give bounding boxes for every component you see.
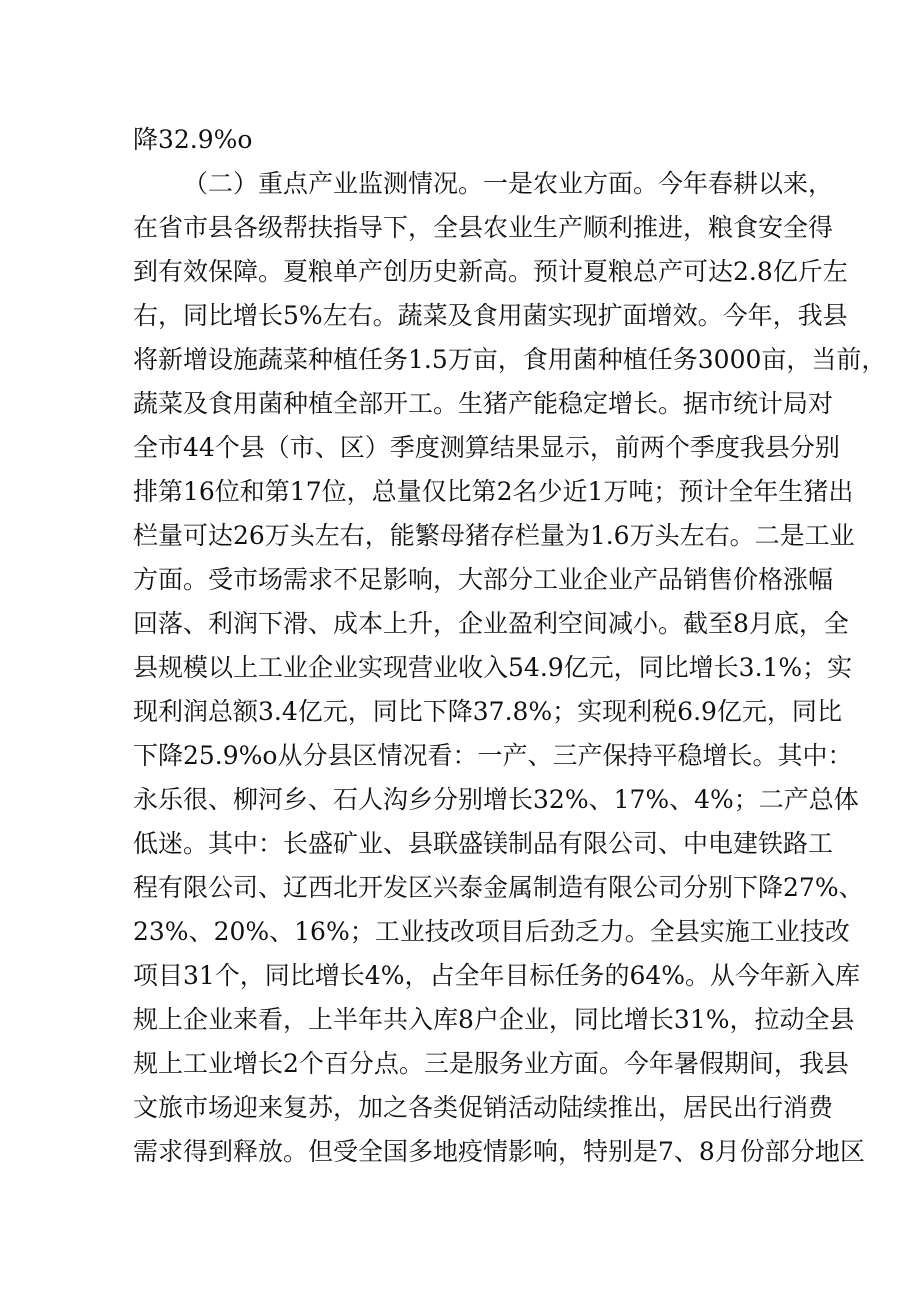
text-line: 到有效保障。夏粮单产创历史新高。预计夏粮总产可达2.8亿斤左: [133, 257, 848, 286]
text-line: 现利润总额3.4亿元，同比下降37.8%；实现利税6.9亿元，同比: [133, 697, 842, 726]
text-line: 规上工业增长2个百分点。三是服务业方面。今年暑假期间，我县: [133, 1049, 849, 1078]
body-text: [133, 118, 887, 1174]
text-line: 全市44个县（市、区）季度测算结果显示，前两个季度我县分别: [133, 433, 840, 462]
text-line: 右，同比增长5%左右。蔬菜及食用菌实现扩面增效。今年，我县: [133, 301, 848, 330]
text-line: 程有限公司、辽西北开发区兴泰金属制造有限公司分别下降27%、: [133, 873, 864, 902]
text-line: 县规模以上工业企业实现营业收入54.9亿元，同比增长3.1%；实: [133, 653, 853, 682]
text-line: 低迷。其中：长盛矿业、县联盛镁制品有限公司、中电建铁路工: [133, 829, 834, 858]
paragraph-start-line: （二）重点产业监测情况。一是农业方面。今年春耕以来，: [183, 169, 834, 198]
text-line: 23%、20%、16%；工业技改项目后劲乏力。全县实施工业技改: [133, 917, 850, 946]
text-line: 下降25.9%o从分县区情况看：一产、三产保持平稳增长。其中：: [133, 741, 853, 770]
text-line: 规上企业来看，上半年共入库8户企业，同比增长31%，拉动全县: [133, 1005, 855, 1034]
text-line: 回落、利润下滑、成本上升，企业盈利空间减小。截至8月底，全: [133, 609, 849, 638]
text-line: 蔬菜及食用菌种植全部开工。生猪产能稳定增长。据市统计局对: [133, 389, 834, 418]
text-line: 文旅市场迎来复苏，加之各类促销活动陆续推出，居民出行消费: [133, 1093, 834, 1122]
text-line: 降32.9%o: [133, 125, 253, 154]
text-line: 栏量可达26万头左右，能繁母猪存栏量为1.6万头左右。二是工业: [133, 521, 855, 550]
text-line: 需求得到释放。但受全国多地疫情影响，特别是7、8月份部分地区: [133, 1137, 865, 1166]
text-line: 在省市县各级帮扶指导下，全县农业生产顺利推进，粮食安全得: [133, 213, 834, 242]
text-line: 将新增设施蔬菜种植任务1.5万亩，食用菌种植任务3000亩，当前，: [133, 345, 887, 374]
text-line: 项目31个，同比增长4%，占全年目标任务的64%。从今年新入库: [133, 961, 861, 990]
text-line: 方面。受市场需求不足影响，大部分工业企业产品销售价格涨幅: [133, 565, 834, 594]
text-line: 永乐很、柳河乡、石人沟乡分别增长32%、17%、4%；二产总体: [133, 785, 859, 814]
text-line: 排第16位和第17位，总量仅比第2名少近1万吨；预计全年生猪出: [133, 477, 854, 506]
